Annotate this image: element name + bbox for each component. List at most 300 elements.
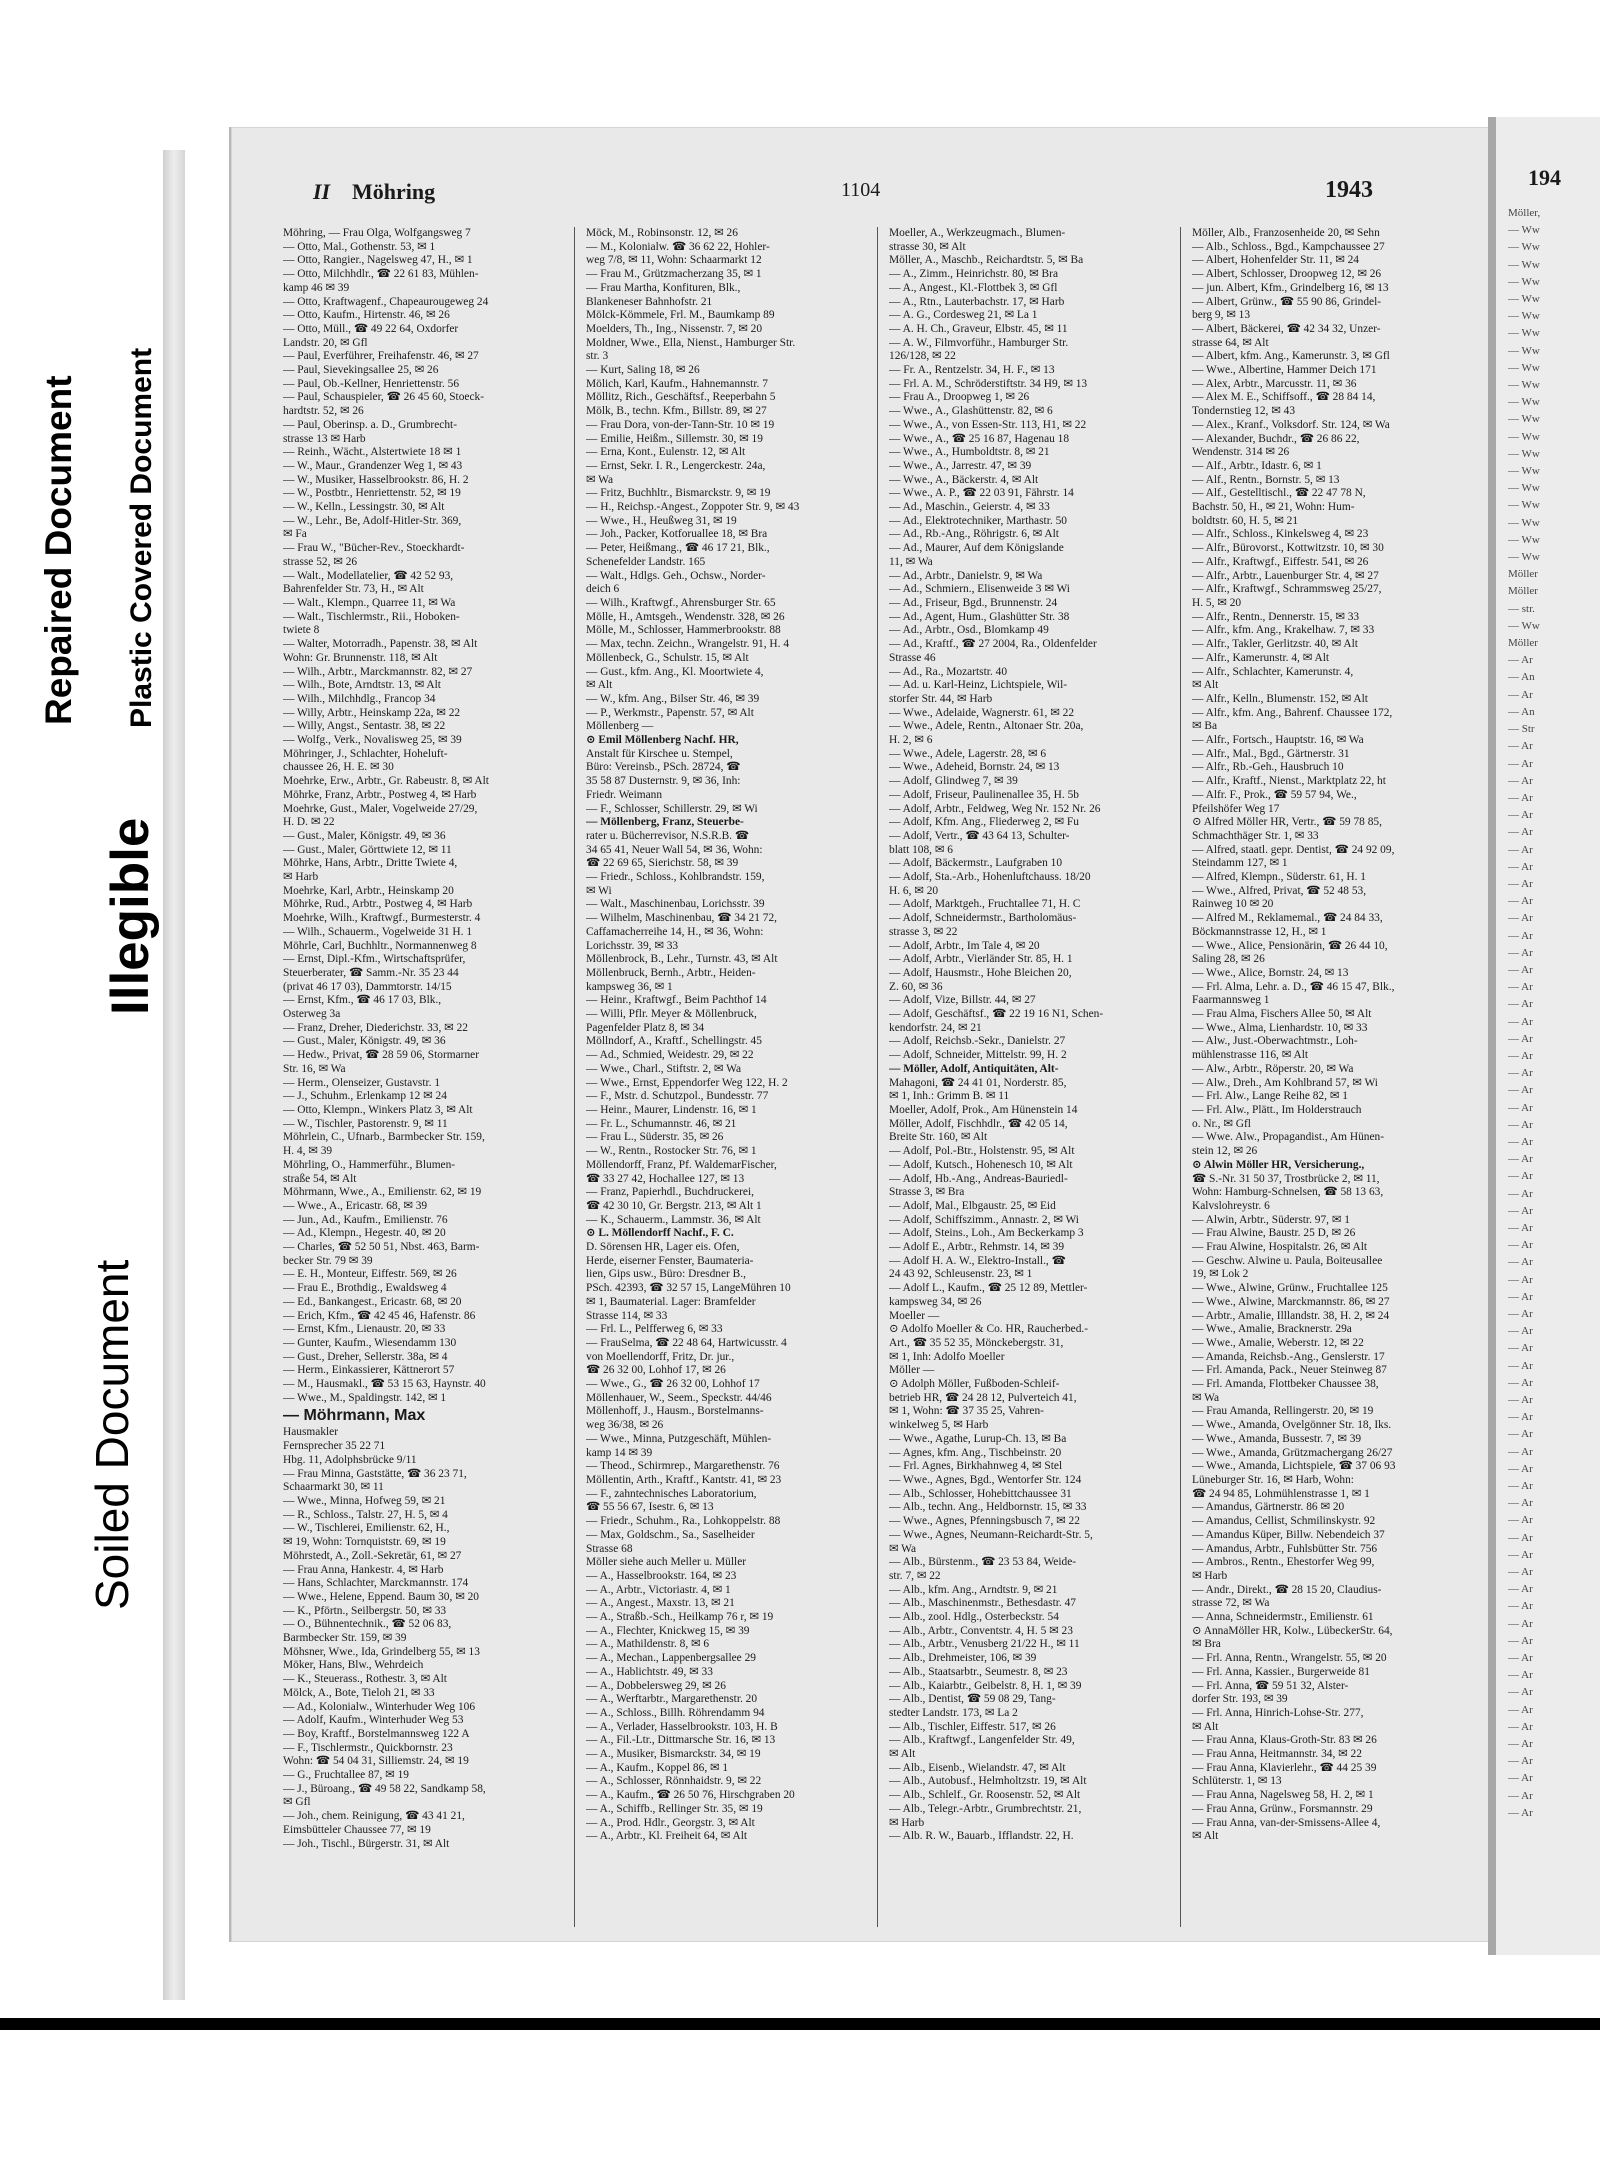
directory-entry: — Frl. L., Pelfferweg 6, ✉ 33	[586, 1323, 723, 1336]
directory-entry: — R., Schloss., Talstr. 27, H. 5, ✉ 4	[283, 1508, 448, 1521]
directory-entry: — Amandus, Arbtr., Fuhlsbütter Str. 756	[1192, 1542, 1378, 1555]
directory-entry: Möllndorf, A., Kraftf., Schellingstr. 45	[586, 1035, 762, 1048]
directory-entry: — Adolf, Schneider, Mittelstr. 99, H. 2	[889, 1049, 1067, 1062]
directory-entry: — Ed., Bankangest., Ericastr. 68, ✉ 20	[283, 1295, 462, 1308]
directory-entry: — Wwe., Alice, Pensionärin, ☎ 26 44 10,	[1192, 939, 1388, 952]
directory-entry: Friedr. Weimann	[586, 788, 663, 801]
directory-entry: Lüneburger Str. 16, ✉ Harb, Wohn:	[1192, 1473, 1354, 1486]
directory-entry: — Wilhelm, Maschinenbau, ☎ 34 21 72,	[586, 912, 777, 925]
directory-entry: — Frl. Agnes, Birkhahnweg 4, ✉ Stel	[889, 1460, 1063, 1473]
directory-entry: — Andr., Direkt., ☎ 28 15 20, Claudius-	[1192, 1583, 1382, 1596]
directory-entry: — Alb., Telegr.-Arbtr., Grumbrechtstr. 21,	[889, 1802, 1082, 1815]
directory-entry: — Frau Alwine, Hospitalstr. 26, ✉ Alt	[1192, 1241, 1368, 1254]
next-page-entry: — Ar	[1508, 1755, 1533, 1768]
directory-entry: Möller, A., Maschb., Reichardtstr. 5, ✉ Ba	[889, 254, 1084, 267]
directory-entry: straße 54, ✉ Alt	[283, 1172, 357, 1185]
directory-entry: — Adolf E., Arbtr., Rehmstr. 14, ✉ 39	[889, 1241, 1065, 1254]
directory-entry: — Frau W., "Bücher-Rev., Stoeckhardt-	[283, 542, 465, 555]
directory-entry: — F., zahntechnisches Laboratorium,	[586, 1487, 757, 1500]
next-page-entry: — Ar	[1508, 981, 1533, 994]
directory-entry: ✉ Alt	[1192, 1720, 1219, 1733]
directory-entry: — Alfr., Arbtr., Lauenburger Str. 4, ✉ 27	[1192, 569, 1379, 582]
directory-entry: strasse 72, ✉ Wa	[1192, 1597, 1270, 1610]
directory-entry: Schlüterstr. 1, ✉ 13	[1192, 1775, 1282, 1788]
directory-entry: — Frau M., Grützmacherzang 35, ✉ 1	[586, 268, 762, 281]
directory-entry: — Alexander, Buchdr., ☎ 26 86 22,	[1192, 432, 1360, 445]
next-page-entry: — Ar	[1508, 963, 1533, 976]
directory-entry: — Frl. Anna, Kassier., Burgerweide 81	[1192, 1665, 1370, 1678]
directory-entry: — Gust., Dreher, Sellerstr. 38a, ✉ 4	[283, 1350, 448, 1363]
directory-entry: Mölich, Karl, Kaufm., Hahnemannstr. 7	[586, 377, 768, 390]
directory-entry: — Frl. A. M., Schröderstiftstr. 34 H9, ✉ 13	[889, 377, 1088, 390]
directory-entry: — Alb., zool. Hdlg., Osterbeckstr. 54	[889, 1611, 1059, 1624]
directory-entry: H. 4, ✉ 39	[283, 1145, 333, 1158]
directory-entry: — Alfr., Kraftwgf., Eiffestr. 541, ✉ 26	[1192, 555, 1369, 568]
directory-entry: Möhrke, Franz, Arbtr., Postweg 4, ✉ Harb	[283, 788, 477, 801]
directory-entry: — A., Flechter, Knickweg 15, ✉ 39	[586, 1624, 750, 1637]
directory-entry: — Alb., Drehmeister, 106, ✉ 39	[889, 1652, 1037, 1665]
directory-entry: ✉ Alt	[1192, 1830, 1219, 1843]
directory-entry: — Fritz, Buchhltr., Bismarckstr. 9, ✉ 19	[586, 487, 771, 500]
directory-entry: — A., Schiffb., Rellinger Str. 35, ✉ 19	[586, 1802, 763, 1815]
directory-entry: Möllitz, Rich., Geschäftsf., Reeperbahn 5	[586, 391, 776, 404]
directory-entry: Anstalt für Kirschee u. Stempel,	[586, 747, 733, 760]
next-page-entry: — Ar	[1508, 1273, 1533, 1286]
directory-entry: — Emilie, Heißm., Sillemstr. 30, ✉ 19	[586, 432, 763, 445]
directory-entry: — Wilh., Milchhdlg., Francop 34	[283, 692, 436, 705]
directory-entry: becker Str. 79 ✉ 39	[283, 1254, 373, 1267]
directory-entry: twiete 8	[283, 624, 320, 637]
directory-entry: — Adolf, Steins., Loh., Am Beckerkamp 3	[889, 1227, 1084, 1240]
next-page-entry: — Ar	[1508, 1583, 1533, 1596]
directory-entry: Möller, Alb., Franzosenheide 20, ✉ Sehn	[1192, 227, 1380, 239]
directory-entry: rater u. Bücherrevisor, N.S.R.B. ☎	[586, 829, 750, 842]
directory-entry: — Anna, Schneidermstr., Emilienstr. 61	[1192, 1611, 1374, 1624]
directory-entry: lien, Gips usw., Büro: Dresdner B.,	[586, 1268, 746, 1281]
header-year: 1943	[1325, 177, 1373, 203]
column-2	[586, 227, 869, 1937]
directory-entry: Pagenfelder Platz 8, ✉ 34	[586, 1021, 705, 1034]
next-page-entry: — Ar	[1508, 1067, 1533, 1080]
directory-entry: — Alex., Kranf., Volksdorf. Str. 124, ✉ Wa	[1192, 418, 1390, 431]
next-page-entry: — Ww	[1508, 482, 1540, 495]
directory-entry: — Möllenberg, Franz, Steuerbe-	[586, 816, 744, 829]
directory-entry: — W., Postbtr., Henriettenstr. 52, ✉ 19	[283, 487, 461, 500]
directory-entry: Faarmannsweg 1	[1192, 994, 1270, 1007]
directory-entry: ✉ Alt	[889, 1748, 916, 1761]
column-3	[889, 227, 1172, 1937]
directory-entry: — Otto, Kaufm., Hirtenstr. 46, ✉ 26	[283, 309, 450, 322]
directory-entry: — Wwe., Amanda, Bussestr. 7, ✉ 39	[1192, 1432, 1362, 1445]
directory-entry: Möllenhoff, J., Hausm., Borstelmanns-	[586, 1405, 764, 1418]
directory-entry: — Frau Anna, Heitmannstr. 34, ✉ 22	[1192, 1748, 1362, 1761]
directory-entry: — Adolf, Geschäftsf., ☎ 22 19 16 N1, Schen-	[889, 1008, 1104, 1021]
directory-entry: — A. W., Filmvorführ., Hamburger Str.	[889, 336, 1069, 349]
directory-entry: — Wolfg., Verk., Novalisweg 25, ✉ 39	[283, 734, 462, 747]
directory-entry: ⊙ Emil Möllenberg Nachf. HR,	[586, 734, 739, 747]
directory-entry: — Albert, Grünw., ☎ 55 90 86, Grindel-	[1192, 295, 1382, 308]
directory-entry: — Alb., Arbtr., Venusberg 21/22 H., ✉ 11	[889, 1638, 1080, 1651]
directory-entry: — A., Kaufm., ☎ 26 50 76, Hirschgraben 20	[586, 1789, 795, 1802]
next-page-entry: — Ww	[1508, 447, 1540, 460]
next-page-entry: — Ww	[1508, 361, 1540, 374]
next-page-entry: Möller	[1508, 637, 1538, 650]
directory-entry: Steuerberater, ☎ Samm.-Nr. 35 23 44	[283, 966, 459, 979]
directory-entry: — Wwe., Adelaide, Wagnerstr. 61, ✉ 22	[889, 706, 1075, 719]
directory-entry: — Albert, kfm. Ang., Kamerunstr. 3, ✉ Gfl	[1192, 350, 1390, 363]
directory-entry: — Willi, Pflr. Meyer & Möllenbruck,	[586, 1008, 757, 1021]
directory-entry: — Alex, Arbtr., Marcusstr. 11, ✉ 36	[1192, 377, 1357, 390]
directory-entry: Mahagoni, ☎ 24 41 01, Norderstr. 85,	[889, 1076, 1067, 1089]
next-page-entry: Möller,	[1508, 207, 1541, 219]
next-page-fragment	[1496, 117, 1600, 1955]
directory-entry: — Walt., Klempn., Quarree 11, ✉ Wa	[283, 596, 456, 609]
directory-entry: — H., Reichsp.-Angest., Zoppoter Str. 9, ✉ 43	[586, 501, 800, 514]
directory-entry: — Ad., Schmiern., Elisenweide 3 ✉ Wi	[889, 583, 1070, 596]
directory-entry: — Frau Anna, Hankestr. 4, ✉ Harb	[283, 1563, 444, 1576]
directory-entry: H. 2, ✉ 6	[889, 734, 933, 747]
directory-entry: — A. G., Cordesweg 21, ✉ La 1	[889, 309, 1038, 322]
directory-entry: boldtstr. 60, H. 5, ✉ 21	[1192, 514, 1299, 527]
directory-entry: — Wilh., Bote, Arndtstr. 13, ✉ Alt	[283, 679, 441, 692]
next-page-entry: — Ww	[1508, 430, 1540, 443]
directory-entry: kendorfstr. 24, ✉ 21	[889, 1021, 982, 1034]
directory-entry: — Ernst, Kfm., ☎ 46 17 03, Blk.,	[283, 994, 442, 1007]
directory-entry: — Alb., Schlelf., Gr. Roosenstr. 52, ✉ Alt	[889, 1789, 1081, 1802]
directory-entry: strasse 52, ✉ 26	[283, 555, 358, 568]
directory-entry: — Max, techn. Zeichn., Wrangelstr. 91, H. 4	[586, 638, 790, 651]
directory-entry: — A., Musiker, Bismarckstr. 34, ✉ 19	[586, 1748, 761, 1761]
directory-entry: — Frau Amanda, Rellingerstr. 20, ✉ 19	[1192, 1405, 1374, 1418]
directory-entry: Möllenbeck, G., Schulstr. 15, ✉ Alt	[586, 651, 749, 664]
directory-entry: — Ad., Rb.-Ang., Röhrigstr. 6, ✉ Alt	[889, 528, 1059, 541]
directory-entry: — Wwe., Helene, Eppend. Baum 30, ✉ 20	[283, 1590, 479, 1603]
directory-entry: Tondernstieg 12, ✉ 43	[1192, 405, 1296, 418]
directory-entry: — Adolf, Schneidermstr., Bartholomäus-	[889, 912, 1077, 925]
directory-entry: Str. 16, ✉ Wa	[283, 1062, 346, 1075]
directory-entry: — M., Kolonialw. ☎ 36 62 22, Hohler-	[586, 240, 770, 253]
directory-entry: kampsweg 34, ✉ 26	[889, 1295, 982, 1308]
directory-entry: — Wwe., Minna, Hofweg 59, ✉ 21	[283, 1494, 446, 1507]
directory-entry: — Alb., Schloss., Bgd., Kampchaussee 27	[1192, 240, 1385, 253]
next-page-entry: — Ar	[1508, 1738, 1533, 1751]
directory-entry: — Arbtr., Amalie, Illlandstr. 38, H. 2, ✉ 24	[1192, 1309, 1390, 1322]
directory-entry: — Frau Anna, Grünw., Forsmannstr. 29	[1192, 1802, 1373, 1815]
directory-entry: Möllendorff, Franz, Pf. WaldemarFischer,	[586, 1158, 777, 1171]
directory-entry: Pfeilshöfer Weg 17	[1192, 802, 1280, 815]
directory-entry: — Wwe., A., Humboldtstr. 8, ✉ 21	[889, 446, 1050, 459]
directory-entry: — Walt., Hdlgs. Geh., Ochsw., Norder-	[586, 569, 766, 582]
directory-entry: — A., Mathildenstr. 8, ✉ 6	[586, 1638, 710, 1651]
directory-entry: Caffamacherreihe 14, H., ✉ 36, Wohn:	[586, 925, 764, 938]
directory-entry: Saling 28, ✉ 26	[1192, 953, 1265, 966]
directory-entry: Wohn: ☎ 54 04 31, Silliemstr. 24, ✉ 19	[283, 1755, 469, 1768]
directory-entry: Möhrlein, C., Ufnarb., Barmbecker Str. 159,	[283, 1131, 485, 1144]
directory-entry: — F., Schlosser, Schillerstr. 29, ✉ Wi	[586, 802, 758, 815]
next-page-entry: — Ww	[1508, 551, 1540, 564]
directory-entry: Blankeneser Bahnhofstr. 21	[586, 295, 713, 308]
next-page-entry: — Ww	[1508, 396, 1540, 409]
directory-entry: hardtstr. 52, ✉ 26	[283, 405, 364, 418]
directory-entry: — Wwe., Amalie, Weberstr. 12, ✉ 22	[1192, 1336, 1364, 1349]
next-page-entry: — Ar	[1508, 1359, 1533, 1372]
directory-entry: — Wwe., Agnes, Pfenningsbusch 7, ✉ 22	[889, 1515, 1080, 1528]
directory-entry: — A., Hablichtstr. 49, ✉ 33	[586, 1665, 713, 1678]
directory-entry: — A., Mechan., Lappenbergsallee 29	[586, 1652, 756, 1665]
directory-entry: ⊙ AnnaMöller HR, Kolw., LübeckerStr. 64,	[1192, 1624, 1393, 1637]
directory-entry: — Alb., Kaiarbtr., Geibelstr. 8, H. 1, ✉ 39	[889, 1679, 1082, 1692]
directory-entry: — Adolf, Arbtr., Vierländer Str. 85, H. 1	[889, 953, 1073, 966]
directory-entry: — Adolf, Reichsb.-Sekr., Danielstr. 27	[889, 1035, 1066, 1048]
directory-entry: — Frau Anna, Klavierlehr., ☎ 44 25 39	[1192, 1761, 1377, 1774]
directory-entry: — Adolf H. A. W., Elektro-Install., ☎	[889, 1254, 1066, 1267]
directory-entry: — Max, Goldschm., Sa., Saselheider	[586, 1528, 755, 1541]
directory-entry: Möhrke, Hans, Arbtr., Dritte Twiete 4,	[283, 857, 458, 870]
directory-entry: — Adolf, Friseur, Paulinenallee 35, H. 5b	[889, 788, 1079, 801]
directory-entry: — A., Zimm., Heinrichstr. 80, ✉ Bra	[889, 268, 1058, 281]
directory-entry: ✉ Alt	[1192, 679, 1219, 692]
directory-entry: Möhrstedt, A., Zoll.-Sekretär, 61, ✉ 27	[283, 1549, 462, 1562]
directory-entry: — Adolf, Arbtr., Im Tale 4, ✉ 20	[889, 939, 1040, 952]
directory-entry: — Paul, Schauspieler, ☎ 26 45 60, Stoeck-	[283, 391, 485, 404]
next-page-entry: — Ar	[1508, 774, 1533, 787]
directory-entry: — Walt., Tischlermstr., Rii., Hoboken-	[283, 610, 460, 623]
next-page-entry: — Ar	[1508, 1015, 1533, 1028]
directory-entry: — Frau Dora, von-der-Tann-Str. 10 ✉ 19	[586, 418, 775, 431]
directory-entry: — Adolf, Marktgeh., Fruchtallee 71, H. C	[889, 898, 1081, 911]
directory-entry: — Amandus, Gärtnerstr. 86 ✉ 20	[1192, 1501, 1345, 1514]
directory-entry: Osterweg 3a	[283, 1008, 341, 1021]
next-page-entry: — Ar	[1508, 1652, 1533, 1665]
directory-entry: — Alb., Staatsarbtr., Seumestr. 8, ✉ 23	[889, 1665, 1068, 1678]
next-page-entry: — An	[1508, 705, 1535, 718]
directory-entry: — Adolf, Kutsch., Hohenesch 10, ✉ Alt	[889, 1158, 1073, 1171]
directory-entry: Möllenhauer, W., Seem., Speckstr. 44/46	[586, 1391, 772, 1404]
directory-entry: — Hedw., Privat, ☎ 28 59 06, Stormarner	[283, 1049, 479, 1062]
directory-entry: 35 58 87 Dusternstr. 9, ✉ 36, Inh:	[586, 775, 741, 788]
directory-entry: — Frau E., Brothdig., Ewaldsweg 4	[283, 1282, 447, 1295]
directory-entry: — O., Bühnentechnik., ☎ 52 06 83,	[283, 1618, 452, 1631]
directory-entry: — Alf., Gestelltischl., ☎ 22 47 78 N,	[1192, 487, 1366, 500]
directory-entry: — Wwe., Agnes, Bgd., Wentorfer Str. 124	[889, 1473, 1082, 1486]
directory-entry: — W., Tischler, Pastorenstr. 9, ✉ 11	[283, 1117, 448, 1130]
directory-entry: — Alb., Kraftwgf., Langenfelder Str. 49,	[889, 1734, 1075, 1747]
directory-entry: — Wwe., Adele, Rentn., Altonaer Str. 20a,	[889, 720, 1084, 733]
directory-entry: — Albert, Schlosser, Droopweg 12, ✉ 26	[1192, 268, 1382, 281]
next-page-entry: — Ww	[1508, 310, 1540, 323]
next-page-entry: — Ar	[1508, 1566, 1533, 1579]
directory-entry: ✉ Bra	[1192, 1638, 1221, 1651]
directory-columns	[283, 227, 1493, 1937]
directory-entry: — Alw., Dreh., Am Kohlbrand 57, ✉ Wi	[1192, 1076, 1378, 1089]
directory-entry: — Wilh., Kraftwgf., Ahrensburger Str. 65	[586, 596, 776, 609]
directory-entry: Schaarmarkt 30, ✉ 11	[283, 1481, 384, 1494]
directory-entry: Hausmakler	[283, 1426, 339, 1439]
directory-entry: — Wwe., Albertine, Hammer Deich 171	[1192, 364, 1377, 377]
directory-entry: — FrauSelma, ☎ 22 48 64, Hartwicusstr. 4	[586, 1336, 787, 1349]
directory-entry: 126/128, ✉ 22	[889, 350, 956, 363]
next-page-entry: — Ar	[1508, 1325, 1533, 1338]
directory-entry: — A., Werftarbtr., Margarethenstr. 20	[586, 1693, 758, 1706]
next-page-entry: — Ww	[1508, 327, 1540, 340]
directory-entry: — Erich, Kfm., ☎ 42 45 46, Hafenstr. 86	[283, 1309, 476, 1322]
directory-entry: Wohn: Hamburg-Schnelsen, ☎ 58 13 63,	[1192, 1186, 1384, 1199]
directory-entry: — A., Dobbelersweg 29, ✉ 26	[586, 1679, 726, 1692]
directory-entry: Möhsner, Wwe., Ida, Grindelberg 55, ✉ 13	[283, 1645, 480, 1658]
directory-entry: ☎ 55 56 67, Isestr. 6, ✉ 13	[586, 1501, 714, 1514]
directory-entry: Kalvslohreystr. 6	[1192, 1199, 1270, 1212]
next-page-entry: — Str	[1508, 723, 1535, 736]
directory-entry: — Franz, Dreher, Diederichstr. 33, ✉ 22	[283, 1021, 468, 1034]
directory-entry: — Wwe., Agathe, Lurup-Ch. 13, ✉ Ba	[889, 1432, 1067, 1445]
directory-entry: — Wilh., Schauerm., Vogelweide 31 H. 1	[283, 925, 473, 938]
column-4	[1192, 227, 1475, 1937]
directory-entry: — Adolf, Schiffszimm., Annastr. 2, ✉ Wi	[889, 1213, 1079, 1226]
directory-entry: kampsweg 36, ✉ 1	[586, 980, 673, 993]
directory-entry: — Alfr., Schloss., Kinkelsweg 4, ✉ 23	[1192, 528, 1369, 541]
directory-entry: — Wwe., A., von Essen-Str. 113, H1, ✉ 22	[889, 418, 1087, 431]
directory-entry: Z. 60, ✉ 36	[889, 980, 943, 993]
next-page-entry: — Ww	[1508, 533, 1540, 546]
directory-entry: — A., Angest., Maxstr. 13, ✉ 21	[586, 1597, 735, 1610]
next-page-entry: — Ar	[1508, 1135, 1533, 1148]
directory-entry: — Adolf, Glindweg 7, ✉ 39	[889, 775, 1018, 788]
next-page-entry: — Ar	[1508, 1342, 1533, 1355]
directory-entry: kamp 46 ✉ 39	[283, 281, 350, 294]
label-soiled-document: Soiled Document	[86, 1259, 138, 1610]
directory-entry: Möhrling, O., Hammerführ., Blumen-	[283, 1158, 456, 1171]
next-page-entry: — Ar	[1508, 1669, 1533, 1682]
directory-entry: — Wwe., A., Jarrestr. 47, ✉ 39	[889, 459, 1032, 472]
directory-entry: — Alf., Rentn., Bornstr. 5, ✉ 13	[1192, 473, 1340, 486]
next-page-entry: — Ar	[1508, 946, 1533, 959]
directory-entry: — Ad., Maschin., Geierstr. 4, ✉ 33	[889, 501, 1050, 514]
directory-entry: ✉ 1, Inh: Adolfo Moeller	[889, 1350, 1005, 1363]
directory-entry: Moehrke, Erw., Arbtr., Gr. Rabeustr. 8, ✉ Alt	[283, 775, 489, 788]
directory-entry: — Erna, Kont., Eulenstr. 12, ✉ Alt	[586, 446, 746, 459]
directory-entry: Hbg. 11, Adolphsbrücke 9/11	[283, 1453, 417, 1466]
directory-entry: — Ad., Elektrotechniker, Marthastr. 50	[889, 514, 1067, 527]
next-page-entry: Möller	[1508, 568, 1538, 581]
next-page-entry: — Ar	[1508, 912, 1533, 925]
directory-entry: Möhring, — Frau Olga, Wolfgangsweg 7	[283, 227, 471, 239]
directory-entry: — Joh., Packer, Kotforuallee 18, ✉ Bra	[586, 528, 768, 541]
next-page-entry: — Ar	[1508, 740, 1533, 753]
page-header	[231, 175, 1497, 215]
directory-entry: — Heinr., Kraftwgf., Beim Pachthof 14	[586, 994, 767, 1007]
next-page-entry: — Ar	[1508, 1480, 1533, 1493]
directory-page	[229, 127, 1497, 1942]
directory-entry: ⊙ Adolph Möller, Fußboden-Schleif-	[889, 1378, 1060, 1391]
directory-entry: — Alb., Dentist, ☎ 59 08 29, Tang-	[889, 1693, 1056, 1706]
next-page-entry: — Ar	[1508, 1703, 1533, 1716]
directory-entry: — Gust., Maler, Königstr. 49, ✉ 36	[283, 829, 446, 842]
directory-entry: ✉ 19, Wohn: Tornquiststr. 69, ✉ 19	[283, 1536, 446, 1549]
next-page-entry: — Ar	[1508, 1686, 1533, 1699]
next-page-entry: — Ar	[1508, 1600, 1533, 1613]
next-page-entry: — Ww	[1508, 293, 1540, 306]
directory-entry: — W., Lehr., Be, Adolf-Hitler-Str. 369,	[283, 514, 462, 527]
directory-entry: — Adolf, Bäckermstr., Laufgraben 10	[889, 857, 1063, 870]
directory-entry: — Alfr., Bürovorst., Kottwitzstr. 10, ✉ 30	[1192, 542, 1384, 555]
directory-entry: ✉ Harb	[283, 871, 319, 884]
directory-entry: — Ad., Arbtr., Danielstr. 9, ✉ Wa	[889, 569, 1043, 582]
directory-entry: Moehrke, Wilh., Kraftwgf., Burmesterstr. 4	[283, 912, 481, 925]
directory-entry: — Theod., Schirmrep., Margarethenstr. 76	[586, 1460, 780, 1473]
directory-entry: — Frau Anna, van-der-Smissens-Allee 4,	[1192, 1816, 1381, 1829]
directory-entry: — Gust., kfm. Ang., Kl. Moortwiete 4,	[586, 665, 764, 678]
directory-entry: — Agnes, kfm. Ang., Tischbeinstr. 20	[889, 1446, 1062, 1459]
directory-entry: — A., Verlader, Hasselbrookstr. 103, H. B	[586, 1720, 778, 1733]
next-page-entry: — Ar	[1508, 688, 1533, 701]
next-page-entry: — Ar	[1508, 1394, 1533, 1407]
directory-entry: — Geschw. Alwine u. Paula, Boiteusallee	[1192, 1254, 1383, 1267]
directory-entry: — Frl. Alw., Plätt., Im Holderstrauch	[1192, 1104, 1362, 1116]
directory-entry: Möhrle, Carl, Buchhltr., Normannenweg 8	[283, 939, 477, 952]
directory-entry: — A., Hasselbrookstr. 164, ✉ 23	[586, 1569, 737, 1582]
directory-entry: — Alb., Maschinenmstr., Bethesdastr. 47	[889, 1597, 1076, 1610]
directory-entry: — Möhrmann, Max	[283, 1407, 426, 1425]
directory-entry: strasse 64, ✉ Alt	[1192, 336, 1269, 349]
directory-entry: — Wwe., A. P., ☎ 22 03 91, Fährstr. 14	[889, 487, 1074, 500]
directory-entry: — Amanda, Reichsb.-Ang., Genslerstr. 17	[1192, 1350, 1385, 1363]
directory-entry: — K., Schauerm., Lammstr. 36, ✉ Alt	[586, 1213, 761, 1226]
next-page-entry: — Ar	[1508, 1153, 1533, 1166]
next-page-entry: — Ar	[1508, 1239, 1533, 1252]
directory-entry: — Wwe., A., ☎ 25 16 87, Hagenau 18	[889, 432, 1070, 445]
directory-entry: ☎ 22 69 65, Sierichstr. 58, ✉ 39	[586, 857, 739, 870]
directory-entry: — Ad., Ra., Mozartstr. 40	[889, 665, 1008, 678]
directory-entry: — Alfr., Schlachter, Kamerunstr. 4,	[1192, 665, 1354, 678]
next-page-entry: — Ar	[1508, 1032, 1533, 1045]
directory-entry: — Fr. A., Rentzelstr. 34, H. F., ✉ 13	[889, 364, 1055, 377]
directory-entry: ✉ Harb	[1192, 1569, 1228, 1582]
next-page-entry: — Ar	[1508, 1170, 1533, 1183]
directory-entry: — K., Pförtn., Seilbergstr. 50, ✉ 33	[283, 1604, 447, 1617]
directory-entry: — Gunter, Kaufm., Wiesendamm 130	[283, 1336, 457, 1349]
directory-entry: — Adolf, Pol.-Btr., Holstenstr. 95, ✉ Alt	[889, 1145, 1075, 1158]
directory-entry: — J., Büroang., ☎ 49 58 22, Sandkamp 58,	[283, 1782, 486, 1795]
directory-entry: — Frl. Anna, ☎ 59 51 32, Alster-	[1192, 1679, 1349, 1692]
next-page-entry: — Ar	[1508, 1256, 1533, 1269]
directory-entry: — Alfr., Rb.-Geh., Hausbruch 10	[1192, 761, 1344, 774]
directory-entry: — Frau Martha, Konfituren, Blk.,	[586, 281, 741, 294]
directory-entry: — Paul, Ob.-Kellner, Henriettenstr. 56	[283, 377, 460, 390]
next-page-entry: — Ww	[1508, 241, 1540, 254]
directory-entry: — Adolf, Vertr., ☎ 43 64 13, Schulter-	[889, 829, 1070, 842]
directory-entry: — Alfr., Takler, Gerlitzstr. 40, ✉ Alt	[1192, 638, 1358, 651]
directory-entry: Moeller —	[889, 1309, 940, 1322]
directory-entry: ☎ 26 32 00, Lohhof 17, ✉ 26	[586, 1364, 726, 1377]
directory-entry: Eimsbütteler Chaussee 77, ✉ 19	[283, 1823, 431, 1836]
next-page-entry: — Ar	[1508, 1789, 1533, 1802]
directory-entry: 19, ✉ Lok 2	[1192, 1268, 1249, 1281]
directory-entry: PSch. 42393, ☎ 32 57 15, LangeMühren 10	[586, 1282, 791, 1295]
directory-entry: — Ernst, Kfm., Lienaustr. 20, ✉ 33	[283, 1323, 446, 1336]
directory-entry: — A., Arbtr., Kl. Freiheit 64, ✉ Alt	[586, 1830, 748, 1843]
next-page-entry: — Ww	[1508, 619, 1540, 632]
directory-entry: — Alb., Eisenb., Wielandstr. 47, ✉ Alt	[889, 1761, 1066, 1774]
directory-entry: strasse 3, ✉ 22	[889, 925, 958, 938]
directory-entry: Mölle, H., Amtsgeh., Wendenstr. 328, ✉ 26	[586, 610, 785, 623]
page-edge	[1488, 117, 1496, 1955]
directory-entry: — Amandus Küper, Billw. Nebendeich 37	[1192, 1528, 1385, 1541]
directory-entry: — Alex M. E., Schiffsoff., ☎ 28 84 14,	[1192, 391, 1376, 404]
directory-entry: Möller siehe auch Meller u. Müller	[586, 1556, 747, 1569]
directory-entry: — Alfred, Klempn., Süderstr. 61, H. 1	[1192, 871, 1367, 884]
next-page-entry: — Ar	[1508, 1514, 1533, 1527]
next-page-entry: — Ar	[1508, 1548, 1533, 1561]
